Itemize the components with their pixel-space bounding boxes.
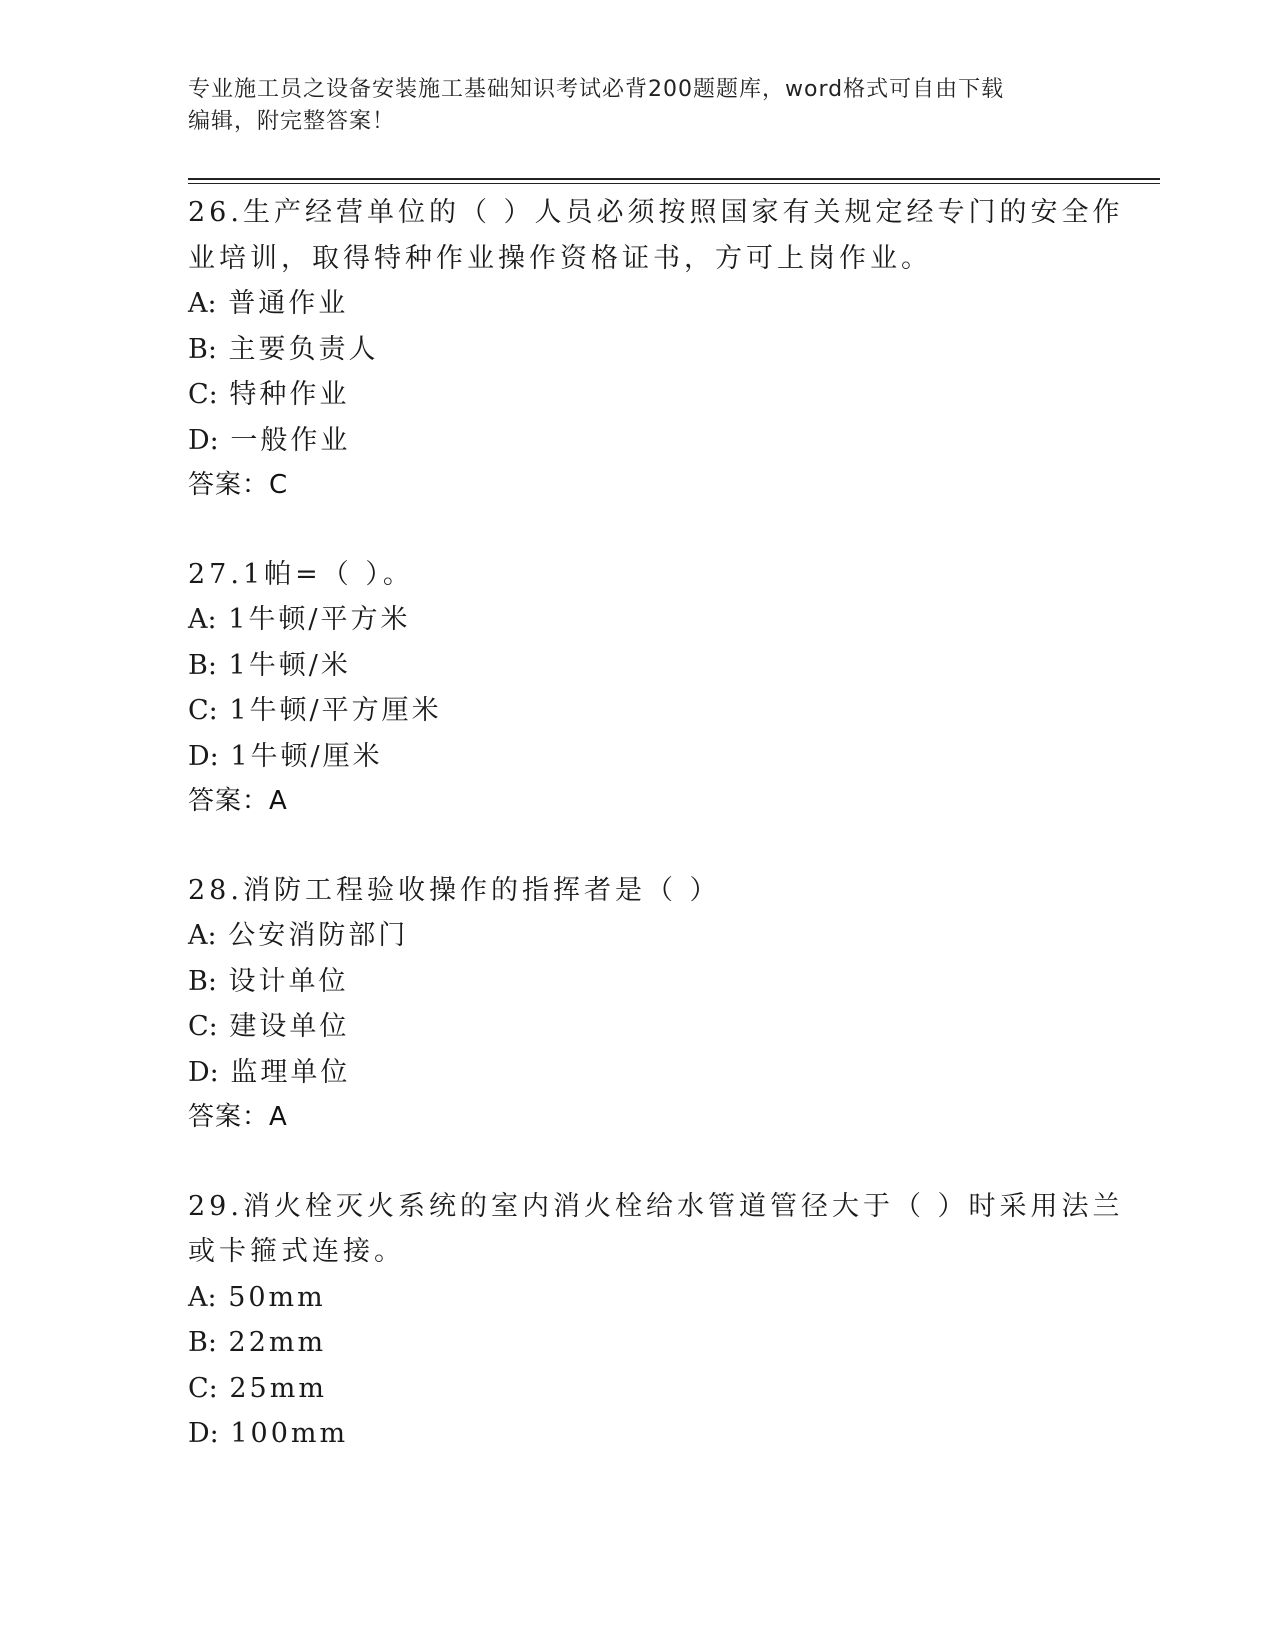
question-26 — [188, 190, 1148, 509]
option-text: 普通作业 — [228, 288, 349, 319]
option-letter: C: — [188, 1011, 218, 1042]
header-divider-thin — [188, 183, 1160, 184]
question-text — [188, 190, 1148, 281]
header-line-1: 专业施工员之设备安装施工基础知识考试必背200题题库，word格式可自由下载 — [188, 77, 1005, 102]
option-text: 50mm — [228, 1281, 326, 1313]
option-text: 22mm — [228, 1327, 327, 1358]
option-text: 监理单位 — [230, 1056, 351, 1088]
option-a — [188, 913, 1148, 959]
option-c — [188, 372, 1148, 418]
option-letter: B: — [188, 1327, 217, 1358]
option-letter: C: — [188, 379, 218, 410]
question-line: 28.消防工程验收操作的指挥者是（ ） — [188, 874, 721, 906]
option-letter: D: — [188, 740, 219, 772]
question-line: 29.消火栓灭火系统的室内消火栓给水管道管径大于（ ）时采用法兰 — [188, 1190, 1124, 1222]
document-header — [188, 74, 1088, 138]
option-letter: C: — [188, 1372, 218, 1404]
question-line: 26.生产经营单位的（ ）人员必须按照国家有关规定经专门的安全作 — [188, 197, 1124, 228]
option-text: 25mm — [229, 1372, 327, 1404]
option-letter: B: — [188, 333, 217, 365]
option-text: 1牛顿/平方米 — [228, 604, 411, 635]
option-text: 特种作业 — [229, 379, 350, 410]
option-d — [188, 734, 1148, 780]
option-letter: B: — [188, 965, 217, 997]
header-divider-thick — [188, 178, 1160, 180]
option-a — [188, 281, 1148, 327]
question-28 — [188, 868, 1148, 1141]
option-letter: A: — [188, 920, 217, 951]
answer: 答案：A — [188, 786, 288, 816]
option-b — [188, 959, 1148, 1005]
question-text — [188, 868, 1148, 914]
option-b — [188, 327, 1148, 373]
option-text: 一般作业 — [230, 424, 351, 456]
option-text: 1牛顿/米 — [228, 649, 351, 681]
option-text: 1牛顿/平方厘米 — [229, 695, 442, 726]
option-text: 建设单位 — [229, 1011, 350, 1042]
option-c — [188, 688, 1148, 734]
question-line: 27.1帕=（ ）。 — [188, 558, 414, 590]
option-letter: B: — [188, 649, 217, 681]
question-29 — [188, 1184, 1148, 1457]
question-list — [188, 190, 1148, 1500]
question-text — [188, 1184, 1148, 1275]
option-letter: A: — [188, 1281, 217, 1313]
option-letter: D: — [188, 424, 219, 456]
option-letter: D: — [188, 1418, 219, 1449]
option-b — [188, 1320, 1148, 1366]
question-27 — [188, 552, 1148, 825]
option-d — [188, 1050, 1148, 1096]
answer: 答案：A — [188, 1102, 288, 1132]
option-d — [188, 1411, 1148, 1457]
option-letter: D: — [188, 1056, 219, 1088]
header-line-2: 编辑，附完整答案！ — [188, 109, 396, 134]
question-text — [188, 552, 1148, 598]
question-line: 业培训，取得特种作业操作资格证书，方可上岗作业。 — [188, 242, 932, 274]
option-letter: A: — [188, 288, 217, 319]
option-a — [188, 1275, 1148, 1321]
option-d — [188, 418, 1148, 464]
answer: 答案：C — [188, 470, 289, 500]
option-letter: A: — [188, 604, 217, 635]
option-text: 1牛顿/厘米 — [230, 740, 383, 772]
option-b — [188, 643, 1148, 689]
option-letter: C: — [188, 695, 218, 726]
option-c — [188, 1004, 1148, 1050]
question-line: 或卡箍式连接。 — [188, 1236, 405, 1267]
option-text: 主要负责人 — [228, 333, 379, 365]
option-a — [188, 597, 1148, 643]
option-text: 公安消防部门 — [228, 920, 409, 951]
option-text: 设计单位 — [228, 965, 349, 997]
option-text: 100mm — [230, 1418, 349, 1449]
option-c — [188, 1366, 1148, 1412]
